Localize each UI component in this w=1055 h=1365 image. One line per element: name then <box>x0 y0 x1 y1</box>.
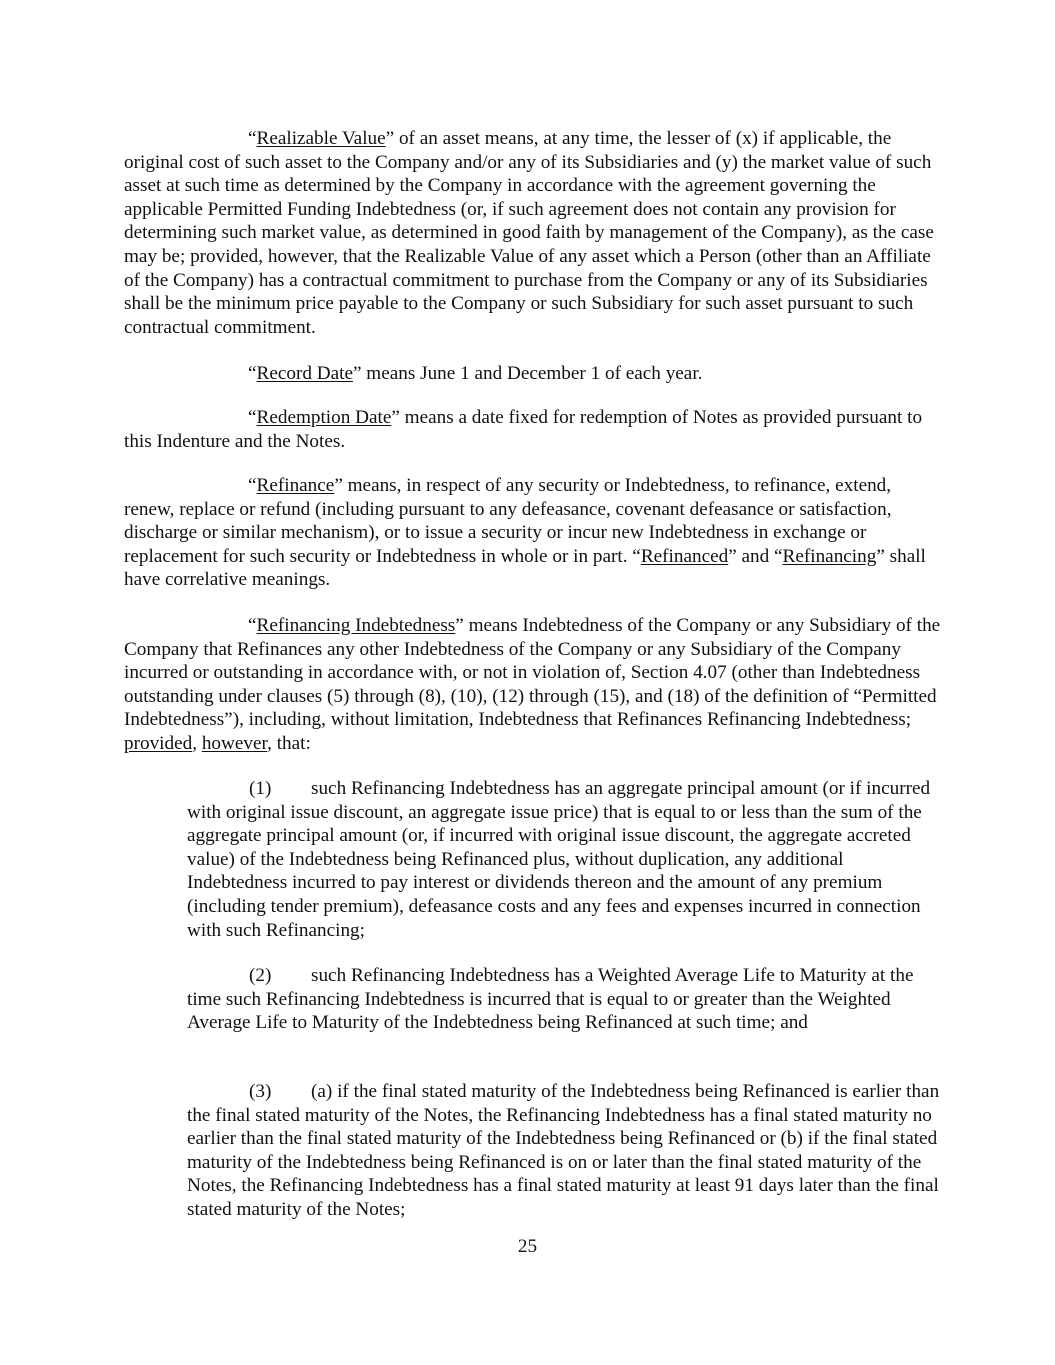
open-quote: “ <box>248 128 257 149</box>
definition-text: ” means a date fixed for redemption of Notes as provided pursuant to this Indenture and the Notes. <box>124 407 923 452</box>
definition-realizable-value <box>124 127 944 339</box>
open-quote: “ <box>248 407 257 428</box>
defined-term: Record Date <box>256 363 353 384</box>
definition-text: ” shall have correlative meanings. <box>124 545 926 591</box>
clause-number: (3) <box>249 1081 272 1102</box>
definition-text: ” of an asset means, at any time, the lesser of (x) if applicable, the original cost of such asset to the Company and/or any of its Subsidiaries and (y) the market value of such asset at such time as determined by the Company in accordance with the agreement governing the applicable Permitted Funding Indebtedness (or, if such agreement does not contain any provision for determining such market value, as determined in good faith by management of the Company), as the case may be; provided, however, that the Realizable Value of any asset which a Person (other than an Affiliate of the Company) has a contractual commitment to purchase from the Company or any of its Subsidiaries shall be the minimum price payable to the Company or such Subsidiary for such asset pursuant to such contractual commitment. <box>124 128 934 338</box>
definition-text: ” and “ <box>728 545 783 567</box>
provided-word: provided <box>124 732 193 754</box>
open-quote: “ <box>248 615 257 636</box>
defined-term: Realizable Value <box>256 128 386 149</box>
definition-text: ” means June 1 and December 1 of each year. <box>352 363 703 384</box>
definition-redemption-date <box>124 406 944 453</box>
clause-number: (2) <box>249 965 272 986</box>
defined-term: Redemption Date <box>256 407 392 428</box>
defined-term-refinanced: Refinanced <box>640 545 729 567</box>
defined-term: Refinance <box>256 475 335 496</box>
open-quote: “ <box>248 475 257 496</box>
clause-item <box>187 1080 944 1222</box>
definition-record-date <box>124 362 944 386</box>
comma: , <box>192 732 202 754</box>
definition-text: , that: <box>267 732 311 754</box>
definition-refinancing-indebtedness <box>124 614 944 756</box>
defined-term: Refinancing Indebtedness <box>256 615 456 636</box>
page-number: 25 <box>517 1236 538 1257</box>
clause-item <box>187 777 944 942</box>
however-word: however <box>201 732 268 754</box>
definition-refinance <box>124 474 944 592</box>
clause-item <box>187 964 944 1035</box>
clause-text: such Refinancing Indebtedness has an aggregate principal amount (or if incurred with original issue discount, an aggregate issue price) that is equal to or less than the sum of the aggregate principal amount (or, if incurred with original issue discount, the aggregate accreted value) of the Indebtedness being Refinanced plus, without duplication, any additional Indebtedness incurred to pay interest or dividends thereon and the amount of any premium (including tender premium), defeasance costs and any fees and expenses incurred in connection with such Refinancing; <box>187 778 931 941</box>
definition-text: ” means, in respect of any security or Indebtedness, to refinance, extend, renew, replace or refund (including pursuant to any defeasance, covenant defeasance or satisfaction, discharge or similar mechanism), or to issue a security or incur new Indebtedness in exchange or replacement for such security or Indebtedness in whole or in part. “ <box>124 475 892 567</box>
clause-text: such Refinancing Indebtedness has a Weighted Average Life to Maturity at the time such Refinancing Indebtedness is incurred that is equal to or greater than the Weighted Average Life to Maturity of the Indebtedness being Refinanced at such time; and <box>187 965 914 1034</box>
clause-text: (a) if the final stated maturity of the Indebtedness being Refinanced is earlier than the final stated maturity of the Notes, the Refinancing Indebtedness has a final stated maturity no earlier than the final stated maturity of the Indebtedness being Refinanced or (b) if the final stated maturity of the Indebtedness being Refinanced is on or later than the final stated maturity of the Notes, the Refinancing Indebtedness has a final stated maturity at least 91 days later than the final stated maturity of the Notes; <box>187 1081 940 1220</box>
open-quote: “ <box>248 363 257 384</box>
clause-number: (1) <box>249 778 272 799</box>
definition-text: ” means Indebtedness of the Company or any Subsidiary of the Company that Refinances any other Indebtedness of the Company or any Subsidiary of the Company incurred or outstanding in accordance with, or not in violation of, Section 4.07 (other than Indebtedness outstanding under clauses (5) through (8), (10), (12) through (15), and (18) of the definition of “Permitted Indebtedness”), including, without limitation, Indebtedness that Refinances Refinancing Indebtedness; <box>124 615 941 731</box>
defined-term-refinancing: Refinancing <box>782 545 877 567</box>
